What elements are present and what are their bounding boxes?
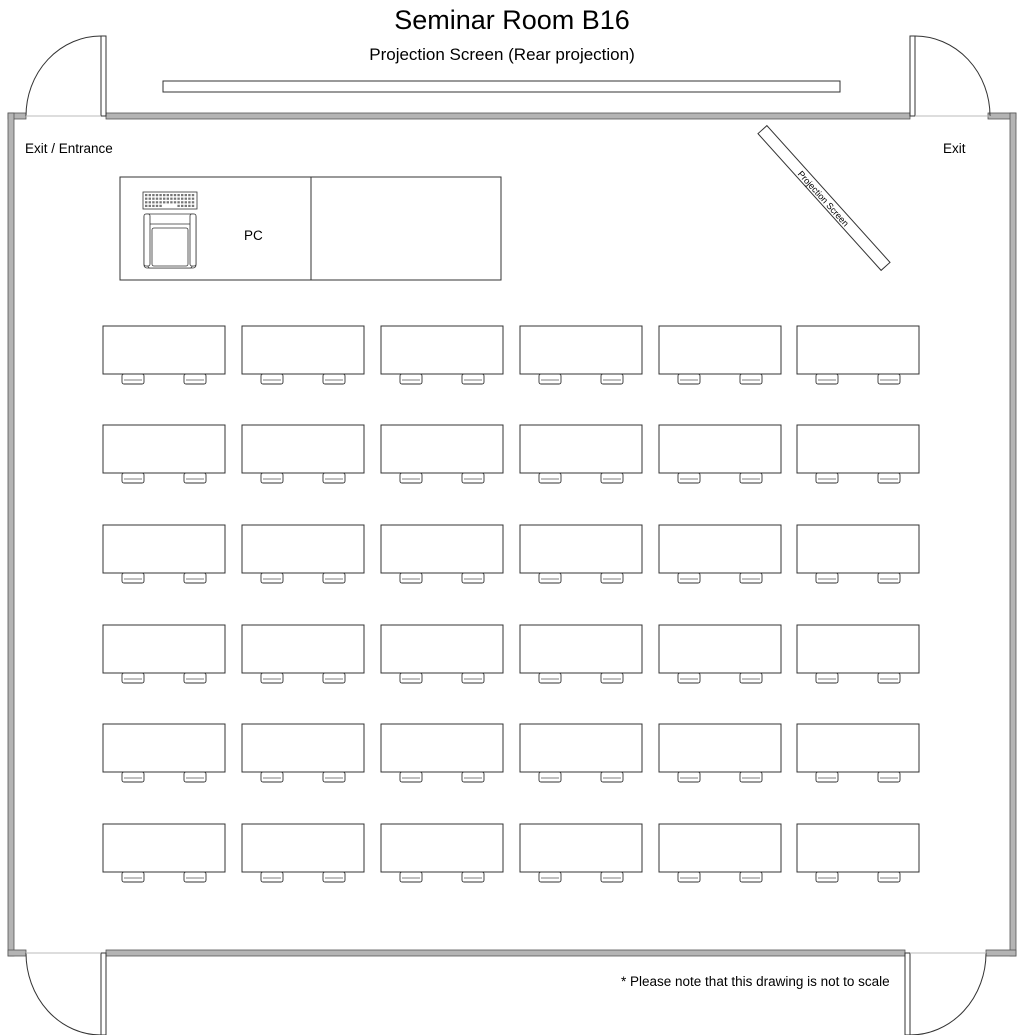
desk bbox=[103, 326, 225, 374]
table-row-4-col-1 bbox=[103, 625, 225, 683]
table-row-4-col-2 bbox=[242, 625, 364, 683]
table-row-1-col-4 bbox=[520, 326, 642, 384]
table-row-5-col-1 bbox=[103, 724, 225, 782]
table-row-6-col-3 bbox=[381, 824, 503, 882]
chair bbox=[323, 473, 345, 483]
desk bbox=[520, 326, 642, 374]
chair bbox=[261, 573, 283, 583]
desk bbox=[242, 824, 364, 872]
table-row-2-col-3 bbox=[381, 425, 503, 483]
table-row-2-col-2 bbox=[242, 425, 364, 483]
chair bbox=[678, 673, 700, 683]
chair bbox=[400, 573, 422, 583]
table-row-6-col-5 bbox=[659, 824, 781, 882]
chair bbox=[601, 772, 623, 782]
desk bbox=[797, 724, 919, 772]
table-row-1-col-3 bbox=[381, 326, 503, 384]
wall-bottom-right-stub bbox=[986, 950, 1016, 956]
chair bbox=[184, 374, 206, 384]
desk bbox=[659, 525, 781, 573]
desk bbox=[103, 425, 225, 473]
office-chair-icon bbox=[144, 214, 196, 268]
desk bbox=[242, 425, 364, 473]
table-row-6-col-1 bbox=[103, 824, 225, 882]
table-row-2-col-1 bbox=[103, 425, 225, 483]
table-row-1-col-5 bbox=[659, 326, 781, 384]
desk bbox=[520, 625, 642, 673]
table-row-3-col-5 bbox=[659, 525, 781, 583]
chair bbox=[878, 374, 900, 384]
desk bbox=[103, 824, 225, 872]
table-row-2-col-5 bbox=[659, 425, 781, 483]
chair bbox=[323, 374, 345, 384]
chair bbox=[878, 772, 900, 782]
chair bbox=[323, 872, 345, 882]
chair bbox=[601, 872, 623, 882]
desk bbox=[103, 724, 225, 772]
chair bbox=[539, 573, 561, 583]
chair bbox=[323, 573, 345, 583]
chair bbox=[400, 673, 422, 683]
chair bbox=[601, 473, 623, 483]
desk bbox=[659, 326, 781, 374]
desk bbox=[520, 824, 642, 872]
chair bbox=[462, 673, 484, 683]
chair bbox=[261, 374, 283, 384]
table-row-3-col-4 bbox=[520, 525, 642, 583]
table-row-5-col-4 bbox=[520, 724, 642, 782]
desk bbox=[659, 824, 781, 872]
wall-right bbox=[1010, 113, 1016, 956]
desk bbox=[659, 625, 781, 673]
rear-projection-label: Projection Screen (Rear projection) bbox=[369, 45, 635, 64]
table-row-6-col-4 bbox=[520, 824, 642, 882]
table-row-1-col-2 bbox=[242, 326, 364, 384]
table-row-5-col-2 bbox=[242, 724, 364, 782]
chair bbox=[678, 872, 700, 882]
desk bbox=[242, 525, 364, 573]
chair bbox=[184, 872, 206, 882]
desk bbox=[520, 425, 642, 473]
chair bbox=[539, 872, 561, 882]
chair bbox=[740, 772, 762, 782]
chair bbox=[184, 673, 206, 683]
chair bbox=[816, 573, 838, 583]
chair bbox=[400, 374, 422, 384]
chair bbox=[261, 473, 283, 483]
side-projection-screen bbox=[758, 126, 890, 271]
chair bbox=[539, 374, 561, 384]
table-row-6-col-2 bbox=[242, 824, 364, 882]
table-row-3-col-6 bbox=[797, 525, 919, 583]
chair bbox=[539, 473, 561, 483]
chair bbox=[462, 772, 484, 782]
table-row-4-col-4 bbox=[520, 625, 642, 683]
chair bbox=[816, 872, 838, 882]
table-row-1-col-1 bbox=[103, 326, 225, 384]
chair bbox=[261, 673, 283, 683]
chair bbox=[261, 772, 283, 782]
desk bbox=[520, 525, 642, 573]
pc-label: PC bbox=[244, 228, 263, 243]
chair bbox=[678, 772, 700, 782]
scale-note: * Please note that this drawing is not to scale bbox=[621, 974, 890, 989]
chair bbox=[122, 473, 144, 483]
table-row-6-col-6 bbox=[797, 824, 919, 882]
keyboard-icon bbox=[143, 192, 197, 209]
door-bottom-left bbox=[26, 953, 106, 1035]
chair bbox=[462, 573, 484, 583]
chair bbox=[323, 673, 345, 683]
chair bbox=[400, 872, 422, 882]
desk bbox=[381, 425, 503, 473]
chair bbox=[122, 872, 144, 882]
chair bbox=[539, 673, 561, 683]
side-screen-label: Projection Screen bbox=[795, 168, 851, 229]
table-row-5-col-3 bbox=[381, 724, 503, 782]
side-desk bbox=[311, 177, 501, 280]
chair bbox=[740, 673, 762, 683]
desk bbox=[797, 625, 919, 673]
chair bbox=[122, 772, 144, 782]
table-row-3-col-2 bbox=[242, 525, 364, 583]
desk bbox=[242, 326, 364, 374]
chair bbox=[323, 772, 345, 782]
desk bbox=[797, 425, 919, 473]
exit-label: Exit bbox=[943, 141, 966, 156]
chair bbox=[122, 573, 144, 583]
chair bbox=[601, 374, 623, 384]
desk bbox=[381, 525, 503, 573]
chair bbox=[878, 872, 900, 882]
table-row-2-col-6 bbox=[797, 425, 919, 483]
table-row-4-col-6 bbox=[797, 625, 919, 683]
desk bbox=[103, 525, 225, 573]
door-top-left bbox=[26, 36, 106, 116]
chair bbox=[878, 673, 900, 683]
chair bbox=[740, 872, 762, 882]
desk bbox=[659, 425, 781, 473]
chair bbox=[184, 573, 206, 583]
chair bbox=[678, 473, 700, 483]
chair bbox=[740, 573, 762, 583]
table-row-4-col-5 bbox=[659, 625, 781, 683]
chair bbox=[740, 473, 762, 483]
desk bbox=[381, 824, 503, 872]
desk bbox=[797, 326, 919, 374]
rear-projection-screen bbox=[163, 81, 840, 92]
chair bbox=[878, 473, 900, 483]
chair bbox=[462, 473, 484, 483]
chair bbox=[122, 673, 144, 683]
chair bbox=[539, 772, 561, 782]
table-row-4-col-3 bbox=[381, 625, 503, 683]
chair bbox=[601, 573, 623, 583]
table-row-5-col-6 bbox=[797, 724, 919, 782]
table-row-1-col-6 bbox=[797, 326, 919, 384]
chair bbox=[184, 772, 206, 782]
wall-left bbox=[8, 113, 14, 956]
wall-top bbox=[106, 113, 910, 119]
desk bbox=[659, 724, 781, 772]
desk bbox=[520, 724, 642, 772]
table-row-3-col-3 bbox=[381, 525, 503, 583]
table-row-5-col-5 bbox=[659, 724, 781, 782]
desk bbox=[242, 724, 364, 772]
chair bbox=[678, 374, 700, 384]
chair bbox=[816, 374, 838, 384]
desk bbox=[381, 724, 503, 772]
chair bbox=[878, 573, 900, 583]
chair bbox=[400, 473, 422, 483]
chair bbox=[462, 872, 484, 882]
seating-area bbox=[103, 326, 919, 882]
desk bbox=[381, 625, 503, 673]
exit-entrance-label: Exit / Entrance bbox=[25, 141, 113, 156]
chair bbox=[601, 673, 623, 683]
wall-bottom bbox=[106, 950, 905, 956]
chair bbox=[122, 374, 144, 384]
chair bbox=[184, 473, 206, 483]
door-top-right bbox=[910, 36, 990, 116]
chair bbox=[678, 573, 700, 583]
chair bbox=[816, 772, 838, 782]
door-bottom-right bbox=[905, 953, 986, 1035]
room-title: Seminar Room B16 bbox=[394, 5, 630, 35]
table-row-2-col-4 bbox=[520, 425, 642, 483]
desk bbox=[797, 824, 919, 872]
chair bbox=[400, 772, 422, 782]
wall-bottom-left-stub bbox=[8, 950, 26, 956]
chair bbox=[816, 673, 838, 683]
desk bbox=[242, 625, 364, 673]
desk bbox=[381, 326, 503, 374]
desk bbox=[103, 625, 225, 673]
chair bbox=[261, 872, 283, 882]
table-row-3-col-1 bbox=[103, 525, 225, 583]
chair bbox=[462, 374, 484, 384]
desk bbox=[797, 525, 919, 573]
chair bbox=[816, 473, 838, 483]
lectern-desk bbox=[120, 177, 501, 280]
chair bbox=[740, 374, 762, 384]
